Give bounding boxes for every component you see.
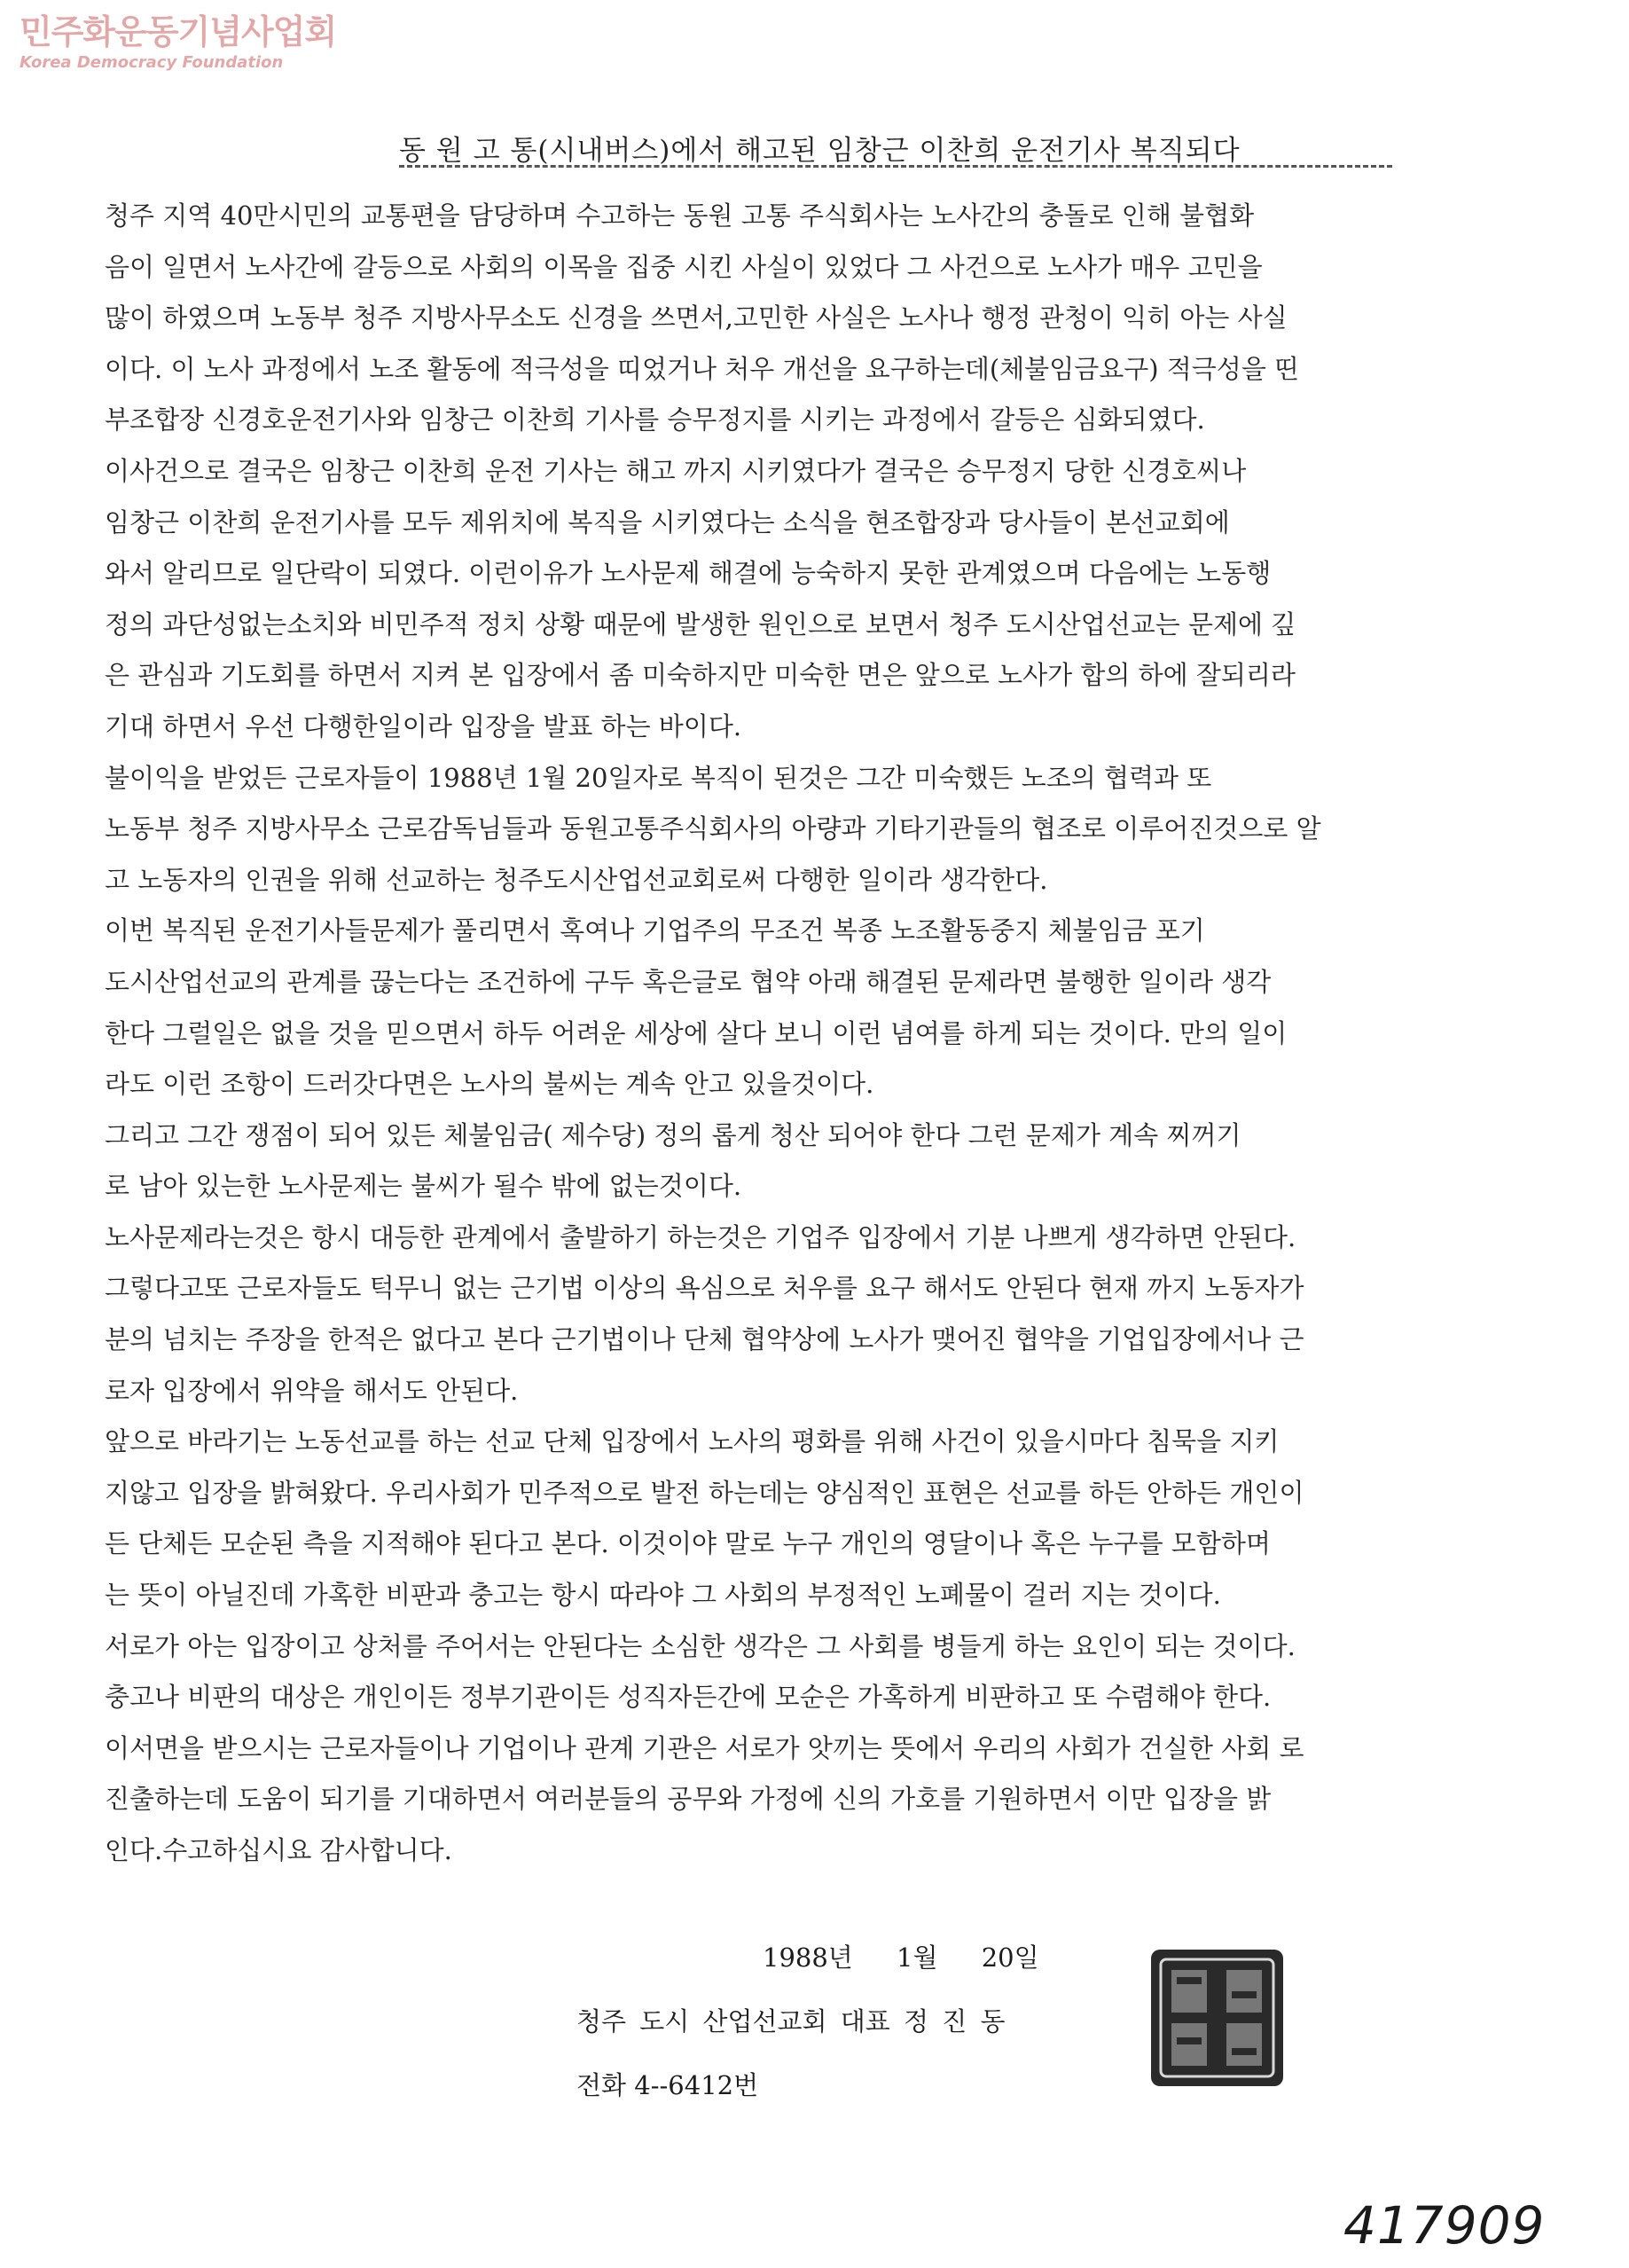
body-line: 기대 하면서 우선 다행한일이라 입장을 발표 하는 바이다. xyxy=(105,710,742,742)
body-line: 고 노동자의 인권을 위해 선교하는 청주도시산업선교회로써 다행한 일이라 생각한다. xyxy=(105,864,1048,895)
document-date: 1988년 1월 20일 xyxy=(763,1942,1039,1973)
handwritten-archive-number: 417909 xyxy=(1343,2195,1546,2256)
body-line: 그리고 그간 쟁점이 되어 있든 체불임금( 제수당) 정의 롭게 청산 되어야 한다 그런 문제가 계속 찌꺼기 xyxy=(105,1119,1241,1150)
body-line: 인다.수고하십시요 감사합니다. xyxy=(105,1835,452,1865)
body-line: 많이 하였으며 노동부 청주 지방사무소도 신경을 쓰면서,고민한 사실은 노사나 행정 관청이 익히 아는 사실 xyxy=(105,302,1288,334)
body-line: 는 뜻이 아닐진데 가혹한 비판과 충고는 항시 따라야 그 사회의 부정적인 노폐물이 걸러 지는 것이다. xyxy=(105,1580,1221,1611)
body-line: 노사문제라는것은 항시 대등한 관계에서 출발하기 하는것은 기업주 입장에서 기분 나쁘게 생각하면 안된다. xyxy=(105,1221,1296,1252)
document-title: 동 원 고 통(시내버스)에서 해고된 임창근 이찬희 운전기사 복직되다 xyxy=(399,135,1241,167)
watermark xyxy=(20,12,336,73)
body-line: 청주 지역 40만시민의 교통편을 담당하며 수고하는 동원 고통 주식회사는 노사간의 충돌로 인해 불협화 xyxy=(105,200,1255,231)
body-line: 서로가 아는 입장이고 상처를 주어서는 안된다는 소심한 생각은 그 사회를 병들게 하는 요인이 되는 것이다. xyxy=(105,1630,1296,1661)
phone-line: 전화 4--6412번 xyxy=(576,2070,759,2100)
body-line: 이사건으로 결국은 임창근 이찬희 운전 기사는 해고 까지 시키였다가 결국은 승무정지 당한 신경호씨나 xyxy=(105,455,1247,486)
body-line: 은 관심과 기도회를 하면서 지켜 본 입장에서 좀 미숙하지만 미숙한 면은 앞으로 노사가 합의 하에 잘되리라 xyxy=(105,660,1296,691)
document-body xyxy=(105,191,1461,1877)
body-line: 앞으로 바라기는 노동선교를 하는 선교 단체 입장에서 노사의 평화를 위해 사건이 있을시마다 침묵을 지키 xyxy=(105,1426,1280,1457)
body-line: 충고나 비판의 대상은 개인이든 정부기관이든 성직자든간에 모순은 가혹하게 비판하고 또 수렴해야 한다. xyxy=(105,1682,1272,1713)
body-line: 로자 입장에서 위약을 해서도 안된다. xyxy=(105,1375,519,1406)
body-line: 라도 이런 조항이 드러갓다면은 노사의 불씨는 계속 안고 있을것이다. xyxy=(105,1069,874,1100)
body-line: 임창근 이찬희 운전기사를 모두 제위치에 복직을 시키였다는 소식을 현조합장과 당사들이 본선교회에 xyxy=(105,506,1230,538)
body-line: 한다 그럴일은 없을 것을 믿으면서 하두 어려운 세상에 살다 보니 이런 념여를 하게 되는 것이다. 만의 일이 xyxy=(105,1017,1288,1048)
body-line: 노동부 청주 지방사무소 근로감독님들과 동원고통주식회사의 아량과 기타기관들의 협조로 이루어진것으로 알 xyxy=(105,813,1321,844)
body-line: 정의 과단성없는소치와 비민주적 정치 상황 때문에 발생한 원인으로 보면서 청주 도시산업선교는 문제에 깊 xyxy=(105,608,1296,640)
title-underline xyxy=(399,165,1392,168)
watermark-english: Korea Democracy Foundation xyxy=(20,53,284,72)
official-seal-stamp xyxy=(1148,1947,1286,2089)
body-line: 이번 복직된 운전기사들문제가 풀리면서 혹여나 기업주의 무조건 복종 노조활동중지 체불임금 포기 xyxy=(105,915,1205,946)
body-line: 도시산업선교의 관계를 끊는다는 조건하에 구두 혹은글로 협약 아래 해결된 문제라면 불행한 일이라 생각 xyxy=(105,966,1272,997)
body-line: 부조합장 신경호운전기사와 임창근 이찬희 기사를 승무정지를 시키는 과정에서 갈등은 심화되였다. xyxy=(105,404,1205,436)
body-line: 든 단체든 모순된 측을 지적해야 된다고 본다. 이것이야 말로 누구 개인의 영달이나 혹은 누구를 모함하며 xyxy=(105,1528,1271,1559)
body-line: 이다. 이 노사 과정에서 노조 활동에 적극성을 띠었거나 처우 개선을 요구하는데(체불임금요구) 적극성을 띤 xyxy=(105,353,1300,384)
body-line: 와서 알리므로 일단락이 되였다. 이런이유가 노사문제 해결에 능숙하지 못한 관계였으며 다음에는 노동행 xyxy=(105,558,1272,589)
body-line: 이서면을 받으시는 근로자들이나 기업이나 관계 기관은 서로가 앗끼는 뜻에서 우리의 사회가 건실한 사회 로 xyxy=(105,1732,1304,1763)
watermark-korean: 민주화운동기념사업회 xyxy=(20,12,337,51)
body-line: 지않고 입장을 밝혀왔다. 우리사회가 민주적으로 발전 하는데는 양심적인 표현은 선교를 하든 안하든 개인이 xyxy=(105,1477,1304,1508)
body-line: 진출하는데 도움이 되기를 기대하면서 여러분들의 공무와 가정에 신의 가호를 기원하면서 이만 입장을 밝 xyxy=(105,1784,1272,1815)
body-line: 그렇다고또 근로자들도 턱무니 없는 근기법 이상의 욕심으로 처우를 요구 해서도 안된다 현재 까지 노동자가 xyxy=(105,1273,1304,1304)
sender-line: 청주 도시 산업선교회 대표 정 진 동 xyxy=(576,2006,1006,2036)
body-line: 로 남아 있는한 노사문제는 불씨가 될수 밖에 없는것이다. xyxy=(105,1171,742,1202)
body-line: 음이 일면서 노사간에 갈등으로 사회의 이목을 집중 시킨 사실이 있었다 그 사건으로 노사가 매우 고민을 xyxy=(105,251,1263,282)
body-line: 분의 넘치는 주장을 한적은 없다고 본다 근기법이나 단체 협약상에 노사가 맺어진 협약을 기업입장에서나 근 xyxy=(105,1324,1304,1355)
body-line: 불이익을 받었든 근로자들이 1988년 1월 20일자로 복직이 된것은 그간 미숙했든 노조의 협력과 또 xyxy=(105,762,1212,793)
